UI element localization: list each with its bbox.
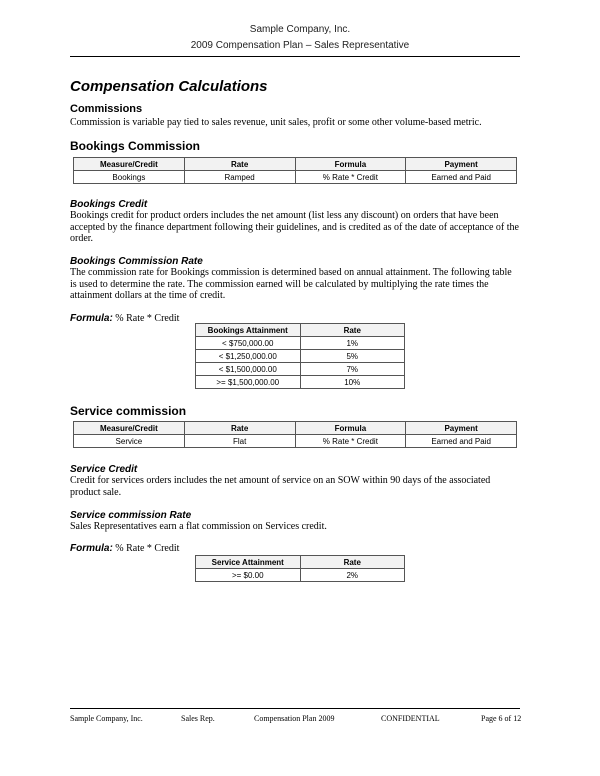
bookings-credit-text: Bookings credit for product orders includes the net amount (list less any discount) on orders that have been accepted by the finance department following their guidelines, and is credited as of the date of acceptance of the order. bbox=[70, 210, 519, 244]
footer-confidential: CONFIDENTIAL bbox=[381, 714, 440, 723]
table-header-cell: Formula bbox=[295, 422, 406, 435]
service-credit-text: Credit for services orders includes the net amount of service on an SOW within 90 days of the associated product sale. bbox=[70, 475, 491, 498]
bookings-attainment-table bbox=[195, 323, 405, 389]
service-rate-text: Sales Representatives earn a flat commission on Services credit. bbox=[70, 521, 327, 532]
table-row bbox=[196, 363, 405, 376]
table-cell: < $1,250,000.00 bbox=[196, 350, 301, 363]
bookings-rate-heading: Bookings Commission Rate bbox=[70, 256, 203, 267]
table-header-row bbox=[196, 324, 405, 337]
formula-label: Formula: bbox=[70, 313, 113, 324]
table-header-row bbox=[74, 422, 517, 435]
table-cell: % Rate * Credit bbox=[295, 171, 406, 184]
table-header-cell: Formula bbox=[295, 158, 406, 171]
footer-plan: Compensation Plan 2009 bbox=[254, 714, 335, 723]
header-company: Sample Company, Inc. bbox=[249, 24, 351, 35]
table-cell: Bookings bbox=[74, 171, 185, 184]
table-header-row bbox=[196, 556, 405, 569]
service-credit-heading: Service Credit bbox=[70, 464, 138, 475]
service-commission-table bbox=[73, 421, 517, 448]
section-title: Compensation Calculations bbox=[70, 78, 268, 95]
table-cell: Earned and Paid bbox=[406, 171, 517, 184]
table-header-cell: Measure/Credit bbox=[74, 158, 185, 171]
table-cell: 10% bbox=[300, 376, 405, 389]
table-cell: >= $0.00 bbox=[196, 569, 301, 582]
header-divider bbox=[70, 56, 520, 57]
header-plan-title: 2009 Compensation Plan – Sales Representative bbox=[190, 40, 410, 51]
table-cell: % Rate * Credit bbox=[295, 435, 406, 448]
table-cell: 1% bbox=[300, 337, 405, 350]
service-commission-heading: Service commission bbox=[70, 404, 187, 418]
table-header-cell: Rate bbox=[300, 556, 405, 569]
footer-company: Sample Company, Inc. bbox=[70, 714, 143, 723]
formula-value: % Rate * Credit bbox=[115, 543, 180, 554]
table-row bbox=[196, 376, 405, 389]
table-header-cell: Rate bbox=[184, 158, 295, 171]
table-cell: 5% bbox=[300, 350, 405, 363]
bookings-commission-heading: Bookings Commission bbox=[70, 139, 201, 153]
table-cell: Ramped bbox=[184, 171, 295, 184]
bookings-rate-text: The commission rate for Bookings commission is determined based on annual attainment. The following table is used to determine the rate. The commission earned will be calculated by multiplying the rate times the attainment dollars at the time of credit. bbox=[70, 267, 512, 301]
table-cell: 2% bbox=[300, 569, 405, 582]
bookings-credit-heading: Bookings Credit bbox=[70, 199, 148, 210]
service-rate-heading: Service commission Rate bbox=[70, 510, 192, 521]
table-header-cell: Rate bbox=[184, 422, 295, 435]
bookings-commission-table bbox=[73, 157, 517, 184]
formula-value: % Rate * Credit bbox=[115, 313, 180, 324]
table-cell: < $750,000.00 bbox=[196, 337, 301, 350]
table-row bbox=[74, 435, 517, 448]
table-header-cell: Rate bbox=[300, 324, 405, 337]
table-cell: Earned and Paid bbox=[406, 435, 517, 448]
table-cell: >= $1,500,000.00 bbox=[196, 376, 301, 389]
table-row bbox=[196, 569, 405, 582]
table-header-cell: Payment bbox=[406, 158, 517, 171]
table-cell: < $1,500,000.00 bbox=[196, 363, 301, 376]
table-header-cell: Payment bbox=[406, 422, 517, 435]
table-header-cell: Measure/Credit bbox=[74, 422, 185, 435]
footer-divider bbox=[70, 708, 520, 709]
service-formula bbox=[70, 543, 179, 554]
footer-role: Sales Rep. bbox=[181, 714, 215, 723]
footer-page-number: Page 6 of 12 bbox=[481, 714, 522, 723]
table-cell: Service bbox=[74, 435, 185, 448]
table-header-row bbox=[74, 158, 517, 171]
table-row bbox=[196, 350, 405, 363]
table-row bbox=[196, 337, 405, 350]
commissions-text: Commission is variable pay tied to sales revenue, unit sales, profit or some other volume-based metric. bbox=[70, 117, 482, 128]
table-header-cell: Bookings Attainment bbox=[196, 324, 301, 337]
bookings-formula bbox=[70, 313, 179, 324]
formula-label: Formula: bbox=[70, 543, 113, 554]
table-cell: Flat bbox=[184, 435, 295, 448]
service-attainment-table bbox=[195, 555, 405, 582]
table-row bbox=[74, 171, 517, 184]
table-header-cell: Service Attainment bbox=[196, 556, 301, 569]
table-cell: 7% bbox=[300, 363, 405, 376]
commissions-heading: Commissions bbox=[70, 103, 143, 115]
